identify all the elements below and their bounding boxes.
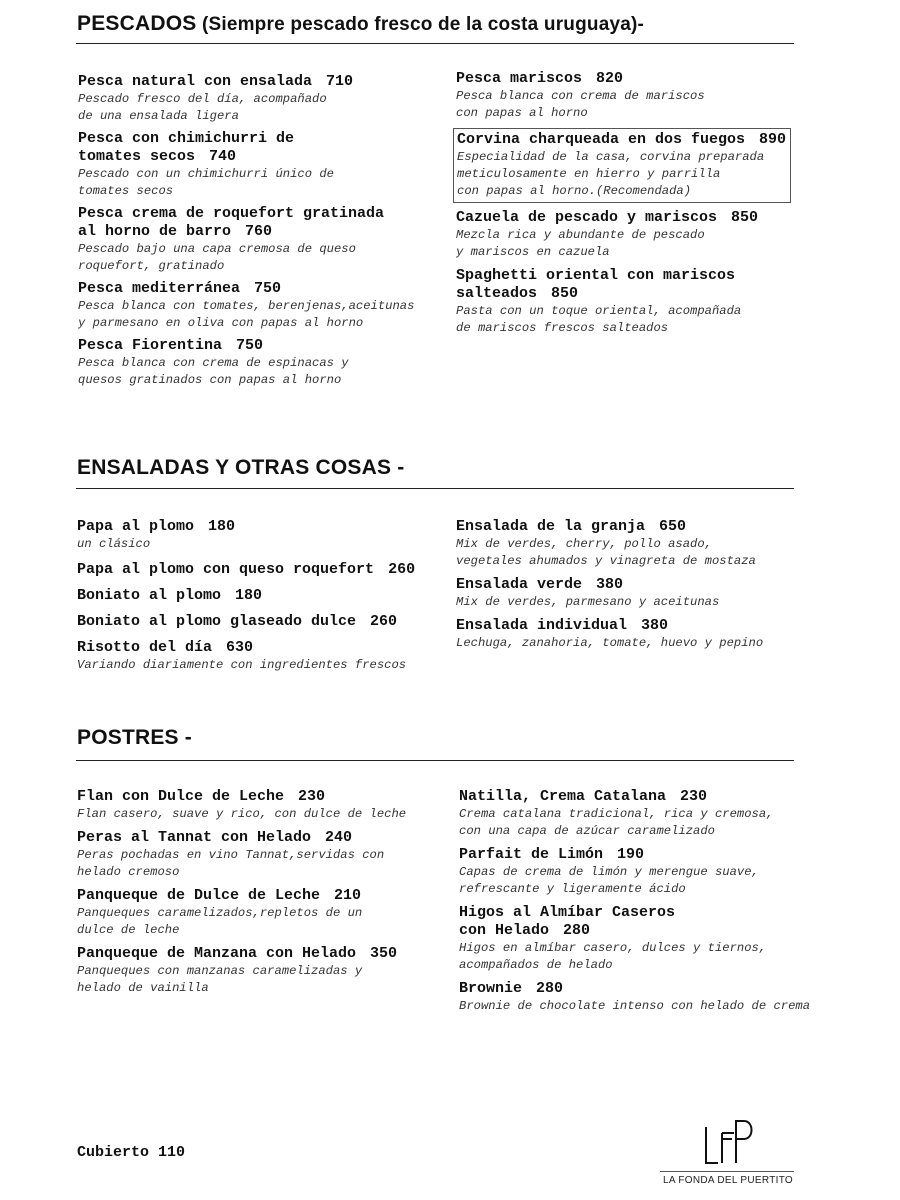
menu-item-name-row: [78, 280, 448, 298]
menu-item-name: Boniato al plomo glaseado dulce: [77, 613, 357, 630]
menu-item-name: Pesca Fiorentina: [78, 337, 223, 354]
menu-item-name-row: [77, 613, 452, 631]
section-title-postres: [77, 726, 192, 750]
section-title-text: POSTRES -: [77, 726, 192, 749]
menu-item-price: 180: [235, 587, 263, 604]
menu-item-price: 230: [680, 788, 708, 805]
menu-item: [456, 209, 826, 261]
menu-item-description: Pasta con un toque oriental, acompañada de mariscos frescos salteados: [456, 304, 742, 335]
menu-item-description: Capas de crema de limón y merengue suave, refrescante y ligeramente ácido: [459, 865, 759, 896]
menu-item: [77, 788, 452, 823]
menu-item-price: 190: [617, 846, 645, 863]
menu-item: [78, 130, 448, 200]
menu-item: [77, 613, 452, 631]
section-title-pescados: [77, 12, 644, 36]
menu-item-name-row: [456, 576, 826, 594]
menu-item-name: Panqueque de Manzana con Helado: [77, 945, 357, 962]
menu-item-description: Crema catalana tradicional, rica y cremosa, con una capa de azúcar caramelizado: [459, 807, 774, 838]
restaurant-logo: [660, 1117, 796, 1186]
menu-item-name-row: [77, 639, 452, 657]
menu-item-description: Peras pochadas en vino Tannat,servidas con helado cremoso: [77, 848, 385, 879]
menu-item: [456, 518, 826, 570]
menu-item-price: 750: [236, 337, 264, 354]
menu-item: [459, 980, 839, 1015]
menu-item-name: Brownie: [459, 980, 523, 997]
menu-item-name-row: [456, 617, 826, 635]
menu-item-name: Peras al Tannat con Helado: [77, 829, 312, 846]
menu-item-name: Pesca con chimichurri de tomates secos: [78, 130, 295, 165]
menu-item-price: 380: [596, 576, 624, 593]
menu-item-name-row: [459, 846, 839, 864]
menu-item-price: 890: [759, 131, 787, 148]
menu-item-name: Corvina charqueada en dos fuegos: [457, 131, 746, 148]
menu-item-name: Flan con Dulce de Leche: [77, 788, 285, 805]
menu-item: [77, 829, 452, 881]
menu-item-name: Cazuela de pescado y mariscos: [456, 209, 718, 226]
menu-item-price: 210: [334, 887, 362, 904]
menu-item-description: Pesca blanca con tomates, berenjenas,aceitunas y parmesano en oliva con papas al horno: [78, 299, 415, 330]
menu-item-description: Lechuga, zanahoria, tomate, huevo y pepino: [456, 636, 764, 650]
menu-item-price: 280: [563, 922, 591, 939]
menu-item-price: 710: [326, 73, 354, 90]
menu-item-name: Spaghetti oriental con mariscos salteados: [456, 267, 736, 302]
menu-item-name: Risotto del día: [77, 639, 213, 656]
menu-item: [456, 576, 826, 611]
section-title-text: PESCADOS: [77, 12, 197, 35]
menu-item-price: 820: [596, 70, 624, 87]
menu-item-description: Panqueques con manzanas caramelizadas y helado de vainilla: [77, 964, 363, 995]
menu-item-name-row: [77, 829, 452, 847]
menu-item-name: Pesca crema de roquefort gratinada al horno de barro: [78, 205, 385, 240]
menu-item-price: 260: [388, 561, 416, 578]
menu-item: [78, 205, 448, 275]
menu-item: [459, 904, 839, 974]
menu-item-price: 850: [551, 285, 579, 302]
menu-item-description: un clásico: [77, 537, 151, 551]
menu-item-price: 740: [209, 148, 237, 165]
menu-item-name: Pesca mariscos: [456, 70, 583, 87]
section-title-ensaladas: [77, 456, 404, 480]
menu-item-price: 850: [731, 209, 759, 226]
menu-item-name: Boniato al plomo: [77, 587, 222, 604]
menu-item: [459, 846, 839, 898]
menu-item: [78, 280, 448, 332]
menu-item: [77, 639, 452, 674]
menu-item-name-row: [77, 945, 452, 963]
menu-item: [456, 70, 826, 122]
menu-item: [77, 587, 452, 605]
menu-item-price: 380: [641, 617, 669, 634]
lfp-logo-mark-icon: [698, 1117, 758, 1165]
logo-name: LA FONDA DEL PUERTITO: [662, 1175, 794, 1186]
menu-item-name: Papa al plomo con queso roquefort: [77, 561, 375, 578]
menu-item: [77, 945, 452, 997]
menu-item-description: Panqueques caramelizados,repletos de un dulce de leche: [77, 906, 363, 937]
menu-item-description: Higos en almíbar casero, dulces y tiernos, acompañados de helado: [459, 941, 767, 972]
menu-item-description: Especialidad de la casa, corvina preparada meticulosamente en hierro y parrilla con papas al horno.(Recomendada): [457, 150, 765, 198]
section-divider: [76, 488, 794, 489]
menu-item-description: Pescado fresco del día, acompañado de una ensalada ligera: [78, 92, 327, 123]
menu-item-name-row: [78, 205, 448, 241]
pescados-right-column: [456, 70, 826, 337]
menu-item-name: Pesca natural con ensalada: [78, 73, 313, 90]
menu-item-price: 280: [536, 980, 564, 997]
menu-item-name-row: [459, 980, 839, 998]
menu-item-price: 240: [325, 829, 353, 846]
menu-item-description: Variando diariamente con ingredientes frescos: [77, 658, 407, 672]
menu-item-price: 760: [245, 223, 273, 240]
pescados-left-column: [78, 73, 448, 389]
menu-item-price: 630: [226, 639, 254, 656]
postres-left-column: [77, 788, 452, 997]
menu-item-name-row: [77, 788, 452, 806]
menu-item-name-row: [78, 337, 448, 355]
menu-item-name-row: [456, 518, 826, 536]
section-subtitle: (Siempre pescado fresco de la costa uruguaya)-: [196, 14, 645, 35]
menu-item: [77, 518, 452, 553]
menu-item-price: 750: [254, 280, 282, 297]
postres-right-column: [459, 788, 839, 1015]
menu-item: [77, 561, 452, 579]
menu-item-name: Panqueque de Dulce de Leche: [77, 887, 321, 904]
logo-divider: [660, 1171, 794, 1172]
menu-item-description: Pescado con un chimichurri único de tomates secos: [78, 167, 334, 198]
menu-item-name-row: [459, 788, 839, 806]
menu-item-name: Papa al plomo: [77, 518, 195, 535]
menu-item-name-row: [77, 587, 452, 605]
ensaladas-right-column: [456, 518, 826, 652]
menu-item: [78, 73, 448, 125]
menu-item: [459, 788, 839, 840]
menu-item-name: Ensalada individual: [456, 617, 628, 634]
cubierto-price: Cubierto 110: [77, 1144, 186, 1161]
menu-item-name-row: [77, 887, 452, 905]
menu-item-name-row: [456, 70, 826, 88]
menu-item-description: Pesca blanca con crema de mariscos con papas al horno: [456, 89, 705, 120]
menu-item-description: Mix de verdes, cherry, pollo asado, vegetales ahumados y vinagreta de mostaza: [456, 537, 756, 568]
menu-item-name-row: [456, 209, 826, 227]
menu-item-name-row: [456, 267, 826, 303]
section-divider: [76, 760, 794, 761]
menu-item-price: 350: [370, 945, 398, 962]
menu-item: [78, 337, 448, 389]
menu-item-description: Flan casero, suave y rico, con dulce de leche: [77, 807, 407, 821]
section-divider: [76, 43, 794, 44]
menu-item-description: Pesca blanca con crema de espinacas y quesos gratinados con papas al horno: [78, 356, 349, 387]
ensaladas-left-column: [77, 518, 452, 674]
menu-item-name-row: [78, 130, 448, 166]
menu-item-description: Mezcla rica y abundante de pescado y mariscos en cazuela: [456, 228, 705, 259]
menu-item-name: Pesca mediterránea: [78, 280, 241, 297]
menu-item: [456, 617, 826, 652]
menu-item-price: 260: [370, 613, 398, 630]
menu-item-name-row: [459, 904, 839, 940]
menu-item-name: Parfait de Limón: [459, 846, 604, 863]
section-title-text: ENSALADAS Y OTRAS COSAS -: [77, 456, 405, 479]
menu-item-name: Natilla, Crema Catalana: [459, 788, 667, 805]
menu-item-name-row: [77, 561, 452, 579]
menu-item-description: Pescado bajo una capa cremosa de queso roquefort, gratinado: [78, 242, 356, 273]
menu-item-recommended: [453, 128, 791, 203]
menu-item: [456, 267, 826, 337]
menu-item-price: 650: [659, 518, 687, 535]
menu-item-description: Mix de verdes, parmesano y aceitunas: [456, 595, 720, 609]
menu-item-name: Ensalada verde: [456, 576, 583, 593]
menu-item-price: 180: [208, 518, 236, 535]
menu-item-name-row: [457, 131, 786, 149]
menu-item: [77, 887, 452, 939]
menu-item-description: Brownie de chocolate intenso con helado de crema: [459, 999, 811, 1013]
menu-item-price: 230: [298, 788, 326, 805]
menu-item-name-row: [78, 73, 448, 91]
menu-item-name: Ensalada de la granja: [456, 518, 646, 535]
menu-item-name-row: [77, 518, 452, 536]
menu-item-name: Higos al Almíbar Caseros con Helado: [459, 904, 676, 939]
